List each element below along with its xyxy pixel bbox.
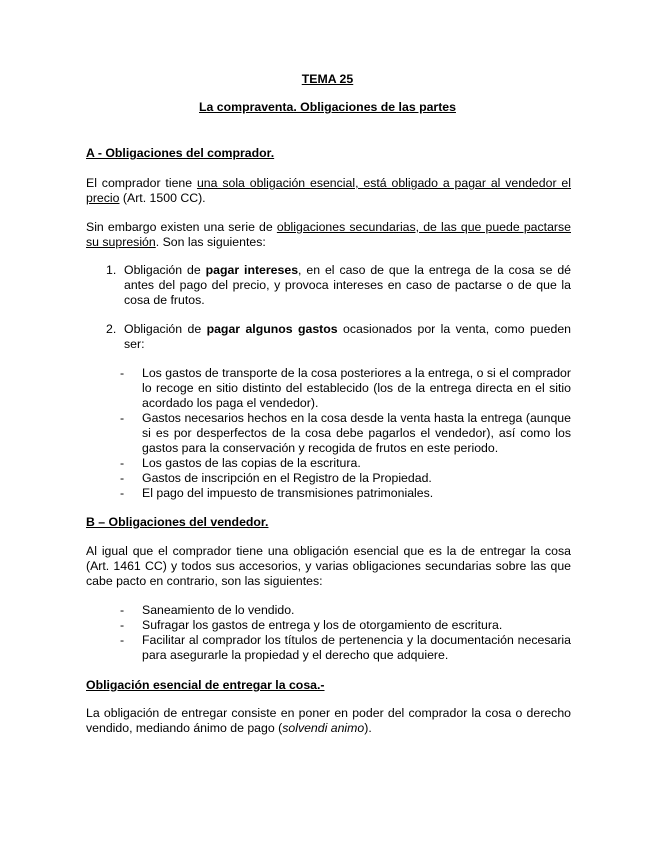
- list-number: 2.: [106, 322, 117, 336]
- dash-bullet: -: [120, 411, 125, 425]
- dash-bullet: -: [120, 456, 125, 470]
- dash-bullet: -: [120, 618, 125, 632]
- list-number: 1.: [106, 263, 117, 277]
- gastos-item-text: Gastos de inscripción en el Registro de la Propiedad.: [142, 471, 432, 485]
- dash-bullet: -: [120, 633, 125, 647]
- gastos-item-text: Los gastos de transporte de la cosa posteriores a la entrega, o si el comprador lo recoge en sitio distinto del establecido (los de la entrega directa en el sitio acordado los paga el vendedor).: [142, 366, 571, 410]
- dash-bullet: -: [120, 603, 125, 617]
- dash-bullet: -: [120, 471, 125, 485]
- vendedor-item-text: Sufragar los gastos de entrega y los de otorgamiento de escritura.: [142, 618, 503, 632]
- section-c-heading: Obligación esencial de entregar la cosa.-: [86, 678, 325, 692]
- dash-bullet: -: [120, 486, 125, 500]
- section-b-paragraph-1: Al igual que el comprador tiene una obligación esencial que es la de entregar la cosa (Art. 1461 CC) y todos sus accesorios, y varias obligaciones secundarias sobre las que cabe pacto en contrario, son las siguientes:: [86, 544, 571, 588]
- dash-bullet: -: [120, 366, 125, 380]
- page-subtitle: La compraventa. Obligaciones de las partes: [199, 100, 456, 114]
- vendedor-item-text: Saneamiento de lo vendido.: [142, 603, 295, 617]
- section-c-paragraph-1: La obligación de entregar consiste en poner en poder del comprador la cosa o derecho vendido, mediando ánimo de pago (solvendi animo).: [86, 706, 571, 735]
- list-item-text: Obligación de pagar intereses, en el caso de que la entrega de la cosa se dé antes del pago del precio, y provoca intereses en caso de pactarse o de que la cosa de frutos.: [124, 263, 572, 307]
- gastos-item-text: Los gastos de las copias de la escritura.: [142, 456, 361, 470]
- vendedor-item-text: Facilitar al comprador los títulos de pertenencia y la documentación necesaria para asegurarle la propiedad y el derecho que adquiere.: [142, 633, 571, 662]
- list-item-text: Obligación de pagar algunos gastos ocasionados por la venta, como pueden ser:: [124, 322, 571, 351]
- gastos-item-text: El pago del impuesto de transmisiones patrimoniales.: [142, 486, 434, 500]
- gastos-item-text: Gastos necesarios hechos en la cosa desde la venta hasta la entrega (aunque si es por desperfectos de la cosa debe pagarlos el vendedor), así como los gastos para la conservación y recogida de frutos en este periodo.: [142, 411, 571, 455]
- section-a-paragraph-2: Sin embargo existen una serie de obligaciones secundarias, de las que puede pactarse su supresión. Son las siguientes:: [86, 220, 571, 249]
- page-title: TEMA 25: [301, 72, 354, 86]
- section-a-heading: A - Obligaciones del comprador.: [86, 146, 275, 160]
- section-a-paragraph-1: El comprador tiene una sola obligación esencial, está obligado a pagar al vendedor el precio (Art. 1500 CC).: [86, 176, 571, 205]
- section-b-heading: B – Obligaciones del vendedor.: [86, 515, 269, 529]
